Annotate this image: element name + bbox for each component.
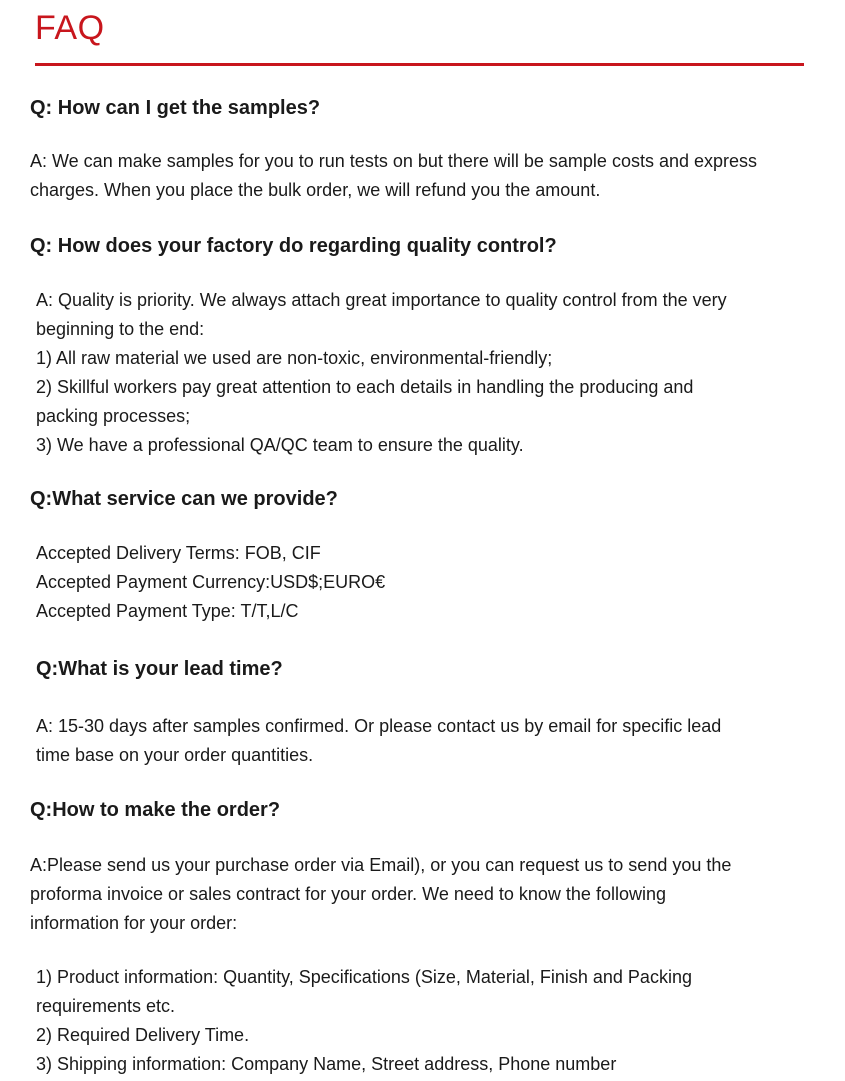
- answer-line: proforma invoice or sales contract for your order. We need to know the following: [30, 884, 666, 904]
- faq-answer-samples: [30, 147, 757, 205]
- faq-question-order: Q:How to make the order?: [30, 799, 281, 821]
- page-title: FAQ: [35, 9, 105, 47]
- faq-question-service: Q:What service can we provide?: [30, 488, 338, 510]
- answer-line: 1) All raw material we used are non-toxic, environmental-friendly;: [36, 348, 553, 368]
- title-divider: [35, 63, 804, 66]
- answer-line: information for your order:: [30, 913, 238, 933]
- answer-line: packing processes;: [36, 406, 191, 426]
- answer-line: time base on your order quantities.: [36, 745, 314, 765]
- detail-line: 3) Shipping information: Company Name, Street address, Phone number: [36, 1054, 617, 1074]
- faq-question-lead-time: Q:What is your lead time?: [36, 658, 283, 680]
- faq-order-details: [36, 963, 692, 1079]
- answer-line: Accepted Payment Type: T/T,L/C: [36, 601, 299, 621]
- faq-answer-lead-time: [36, 712, 721, 770]
- answer-line: A: Quality is priority. We always attach great importance to quality control from the very: [36, 290, 727, 310]
- faq-question-quality-control: Q: How does your factory do regarding quality control?: [30, 235, 557, 257]
- answer-line: 2) Skillful workers pay great attention to each details in handling the producing and: [36, 377, 694, 397]
- faq-answer-order: [30, 851, 731, 938]
- answer-line: beginning to the end:: [36, 319, 205, 339]
- faq-answer-quality-control: [36, 286, 727, 460]
- faq-question-samples: Q: How can I get the samples?: [30, 97, 321, 119]
- answer-line: A:Please send us your purchase order via Email), or you can request us to send you the: [30, 855, 732, 875]
- answer-line: A: We can make samples for you to run tests on but there will be sample costs and express: [30, 151, 758, 171]
- answer-line: Accepted Delivery Terms: FOB, CIF: [36, 543, 321, 563]
- faq-answer-service: [36, 539, 385, 626]
- answer-line: Accepted Payment Currency:USD$;EURO€: [36, 572, 386, 592]
- detail-line: 1) Product information: Quantity, Specifications (Size, Material, Finish and Packing: [36, 967, 692, 987]
- answer-line: 3) We have a professional QA/QC team to ensure the quality.: [36, 435, 524, 455]
- detail-line: 2) Required Delivery Time.: [36, 1025, 250, 1045]
- answer-line: A: 15-30 days after samples confirmed. Or please contact us by email for specific lead: [36, 716, 722, 736]
- detail-line: requirements etc.: [36, 996, 176, 1016]
- answer-line: charges. When you place the bulk order, we will refund you the amount.: [30, 180, 601, 200]
